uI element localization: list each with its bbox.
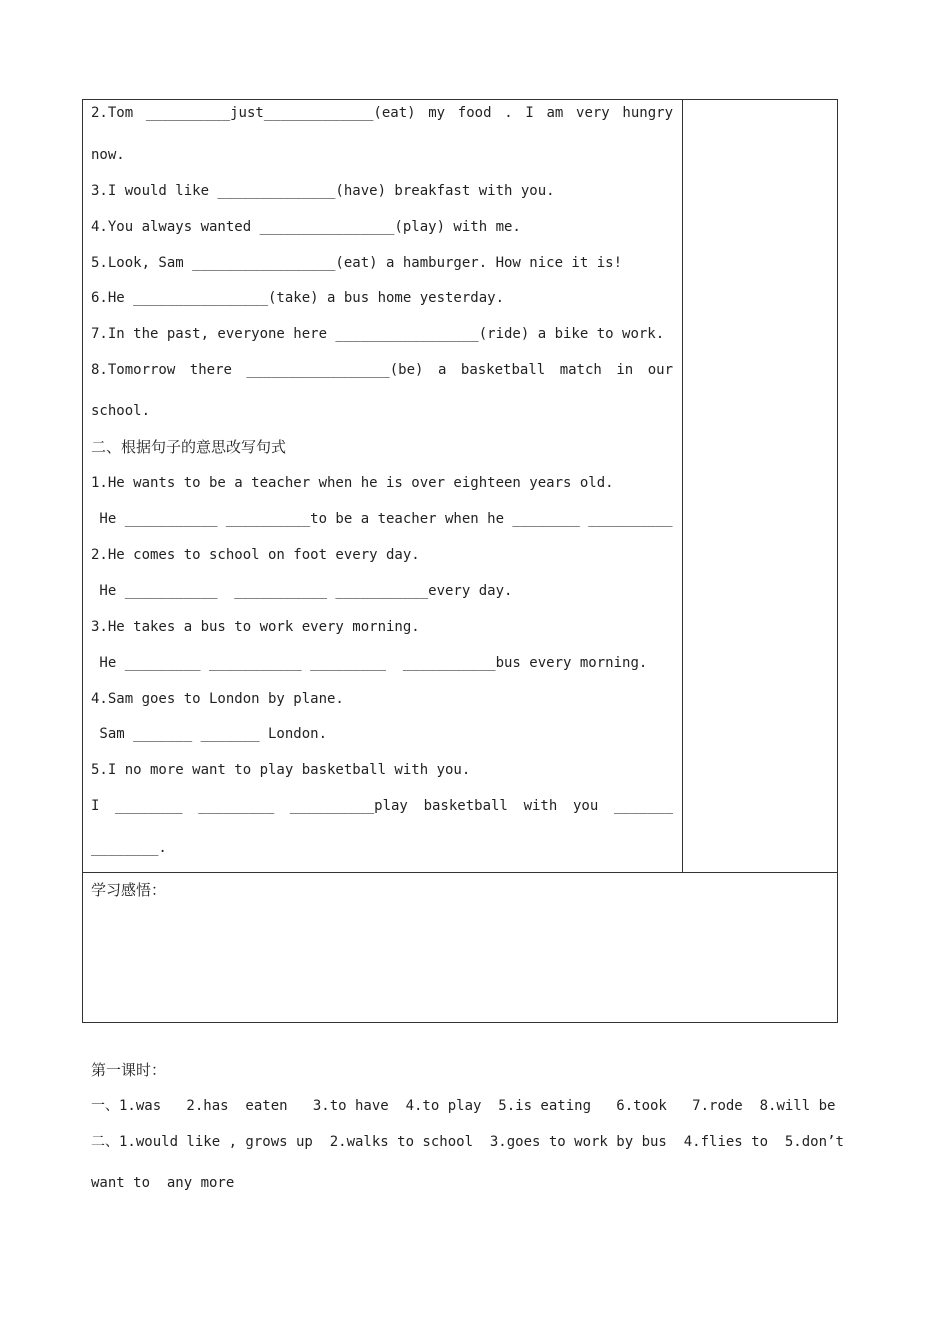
exercise-two-s5-continued: ________. (91, 840, 167, 856)
exercise-two-s2: 2.He comes to school on foot every day. (91, 547, 420, 563)
exercise-two-s5-blank: I ________ _________ __________play basketball with you _______ (91, 798, 673, 814)
exercise-two-s1: 1.He wants to be a teacher when he is over eighteen years old. (91, 475, 614, 491)
exercise-two-s1-blank: He ___________ __________to be a teacher when he ________ __________ (91, 511, 673, 527)
exercise-two-s3: 3.He takes a bus to work every morning. (91, 619, 420, 635)
answer-key-line-2: 二、1.would like , grows up 2.walks to school 3.goes to work by bus 4.flies to 5.don’t (91, 1134, 844, 1150)
exercise-one-q7: 7.In the past, everyone here _________________(ride) a bike to work. (91, 326, 665, 342)
exercise-one-q3: 3.I would like ______________(have) breakfast with you. (91, 183, 555, 199)
answer-key-line-1: 一、1.was 2.has eaten 3.to have 4.to play 5.is eating 6.took 7.rode 8.will be (91, 1098, 836, 1114)
exercise-two-heading: 二、根据句子的意思改写句式 (91, 438, 287, 456)
reflection-label: 学习感悟： (91, 881, 167, 899)
exercise-two-s5: 5.I no more want to play basketball with you. (91, 762, 471, 778)
exercise-two-s2-blank: He ___________ ___________ ___________every day. (91, 583, 513, 599)
column-divider (682, 100, 683, 872)
exercise-one-q8-continued: school. (91, 403, 151, 419)
exercise-one-q6: 6.He ________________(take) a bus home yesterday. (91, 290, 505, 306)
row-divider (83, 872, 837, 873)
exercise-two-s4: 4.Sam goes to London by plane. (91, 691, 344, 707)
answer-key-line-3: want to any more (91, 1175, 235, 1191)
exercise-one-q4: 4.You always wanted ________________(play) with me. (91, 219, 521, 235)
exercise-one-q8: 8.Tomorrow there _________________(be) a basketball match in our (91, 362, 673, 378)
exercise-one-q5: 5.Look, Sam _________________(eat) a hamburger. How nice it is! (91, 255, 623, 271)
exercise-one-q2-continued: now. (91, 147, 125, 163)
answer-key-title: 第一课时： (91, 1061, 167, 1079)
exercise-two-s3-blank: He _________ ___________ _________ ___________bus every morning. (91, 655, 648, 671)
exercise-two-s4-blank: Sam _______ _______ London. (91, 726, 328, 742)
exercise-one-q2: 2.Tom __________just_____________(eat) my food . I am very hungry (91, 105, 673, 121)
